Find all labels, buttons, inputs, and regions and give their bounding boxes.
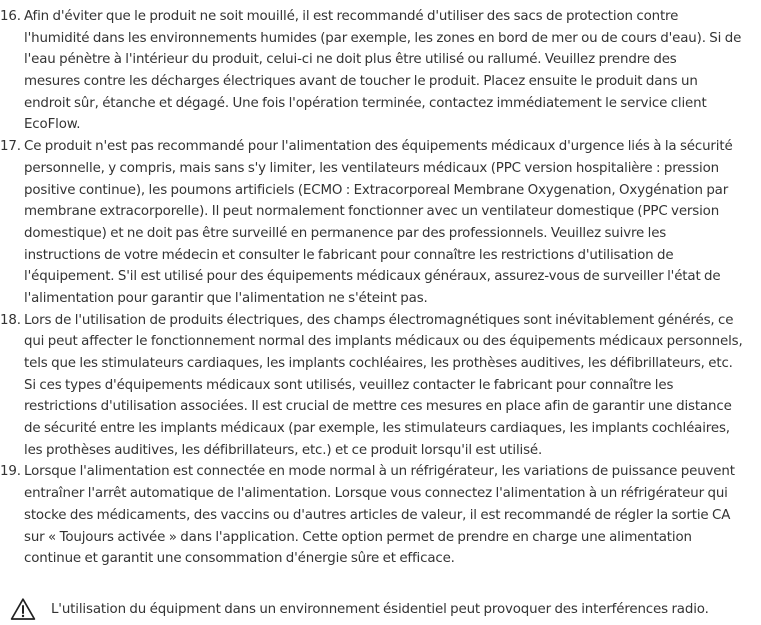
text-line: endroit sûr, étanche et dégagé. Une fois l'opération terminée, contactez immédiatement le service client [24,95,707,111]
warning-text: L'utilisation du équipment dans un environnement ésidentiel peut provoquer des interférences radio. [51,601,709,617]
text-line: Lors de l'utilisation de produits électriques, des champs électromagnétiques sont inévitablement générés, ce [24,312,734,328]
warning-triangle-icon [10,597,36,621]
list-item-18 [0,310,761,462]
text-line: restrictions d'utilisation associées. Il est crucial de mettre ces mesures en place afin de garantir une distance [24,399,732,415]
document-body [0,6,761,570]
text-line: instructions de votre médecin et consulter le fabricant pour connaître les restrictions d'utilisation de [24,247,674,263]
text-line: domestique) et ne doit pas être surveillé en permanence par des professionnels. Veuillez suivre les [24,225,667,241]
text-line: entraîner l'arrêt automatique de l'alimentation. Lorsque vous connectez l'alimentation à un réfrigérateur qui [24,486,728,502]
list-item-19 [0,461,761,569]
list-item-16 [0,6,761,136]
text-line: l'équipement. S'il est utilisé pour des équipements médicaux généraux, assurez-vous de surveiller l'état de [24,269,721,285]
text-line: sur « Toujours activée » dans l'application. Cette option permet de prendre en charge une alimentation [24,529,692,545]
warning-notice [10,596,709,622]
text-line: stocke des médicaments, des vaccins ou d'autres articles de valeur, il est recommandé de régler la sortie CA [24,507,731,523]
list-item-17 [0,136,761,310]
text-line: les prothèses auditives, les défibrillateurs, etc.) et ce produit lorsqu'il est utilisé. [24,442,543,458]
text-line: tels que les stimulateurs cardiaques, les implants cochléaires, les prothèses auditives, les défibrillateurs, etc. [24,356,733,371]
text-line: de sécurité entre les implants médicaux (par exemple, les stimulateurs cardiaques, les implants cochléaires, [24,421,730,437]
text-line: Afin d'éviter que le produit ne soit mouillé, il est recommandé d'utiliser des sacs de protection contre [24,9,679,24]
text-line: personnelle, y compris, mais sans s'y limiter, les ventilateurs médicaux (PPC version hospitalière : pression [24,160,719,176]
item-number: 19. [0,464,21,480]
text-line: Ce produit n'est pas recommandé pour l'alimentation des équipements médicaux d'urgence liés à la sécurité [24,139,733,155]
text-line: continue et garantit une consommation d'énergie sûre et efficace. [24,551,455,567]
text-line: positive continue), les poumons artificiels (ECMO : Extracorporeal Membrane Oxygenation, Oxygénation par [24,182,729,198]
item-number: 18. [0,312,21,328]
item-number: 17. [0,139,21,155]
text-line: Si ces types d'équipements médicaux sont utilisés, veuillez contacter le fabricant pour connaître les [24,377,674,393]
text-line: Lorsque l'alimentation est connectée en mode normal à un réfrigérateur, les variations de puissance peuvent [24,464,735,480]
text-line: EcoFlow. [24,117,81,133]
text-line: mesures contre les décharges électriques avant de toucher le produit. Placez ensuite le produit dans un [24,74,698,90]
text-line: qui peut affecter le fonctionnement normal des implants médicaux ou des équipements médicaux personnels, [24,334,743,350]
text-line: l'alimentation pour garantir que l'alimentation ne s'éteint pas. [24,290,428,306]
item-number: 16. [0,9,21,24]
text-line: l'eau pénètre à l'intérieur du produit, celui-ci ne doit plus être utilisé ou rallumé. Veuillez prendre des [24,52,677,68]
text-line: membrane extracorporelle). Il peut normalement fonctionner avec un ventilateur domestique (PPC version [24,204,720,220]
text-line: l'humidité dans les environnements humides (par exemple, les zones en bord de mer ou de cours d'eau). Si de [24,30,742,46]
